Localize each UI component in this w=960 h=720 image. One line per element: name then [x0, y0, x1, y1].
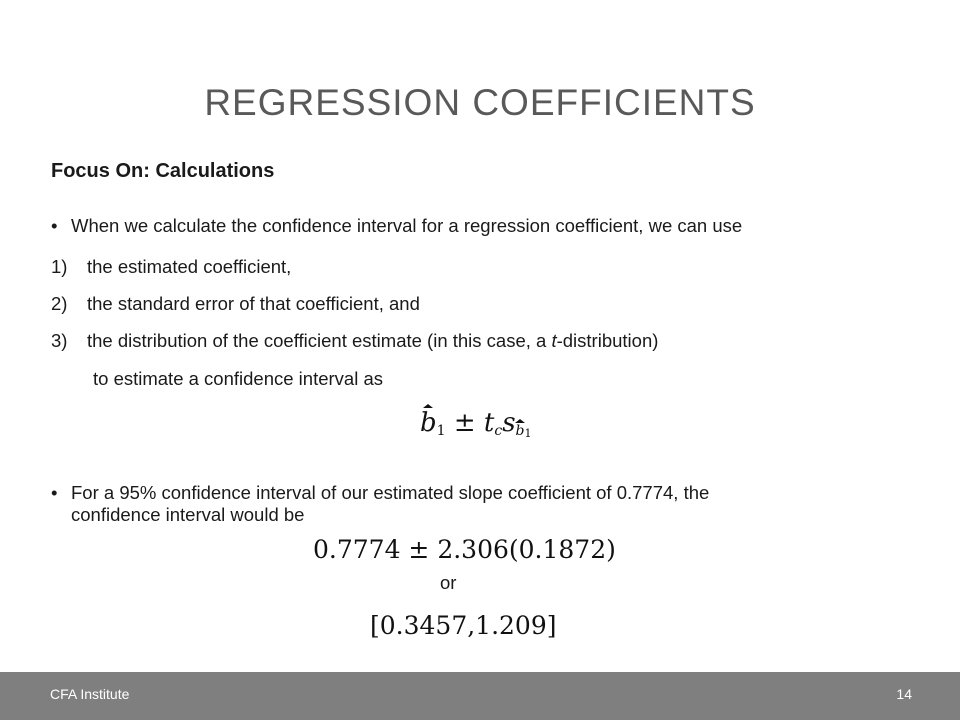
list-number: 3) — [51, 330, 68, 351]
list-item: the standard error of that coefficient, and — [87, 293, 420, 314]
continuation-text: to estimate a confidence interval as — [93, 368, 383, 389]
footer-bar — [0, 672, 960, 720]
or-text: or — [440, 572, 457, 593]
interval-calculation: 0.7774 ± 2.306(0.1872) — [313, 535, 616, 564]
list-item: the distribution of the coefficient estimate (in this case, a t-distribution) — [87, 330, 659, 351]
list-number: 2) — [51, 293, 68, 314]
bullet-icon: • — [51, 215, 58, 236]
page-number: 14 — [896, 686, 912, 702]
list-number: 1) — [51, 256, 68, 277]
bullet-2-line-2: confidence interval would be — [71, 504, 305, 525]
slide-title: REGRESSION COEFFICIENTS — [204, 82, 756, 123]
slide-subtitle: Focus On: Calculations — [51, 160, 275, 182]
list-item: the estimated coefficient, — [87, 256, 292, 277]
footer-org: CFA Institute — [50, 686, 130, 702]
bullet-icon: • — [51, 482, 58, 503]
confidence-interval-formula: $b_1 \pm t_cs_{b1}$ — [420, 408, 532, 440]
bullet-2-line-1: For a 95% confidence interval of our estimated slope coefficient of 0.7774, the — [71, 482, 710, 503]
bullet-1-text: When we calculate the confidence interval for a regression coefficient, we can use — [71, 215, 743, 236]
interval-result: [0.3457,1.209] — [370, 611, 557, 640]
